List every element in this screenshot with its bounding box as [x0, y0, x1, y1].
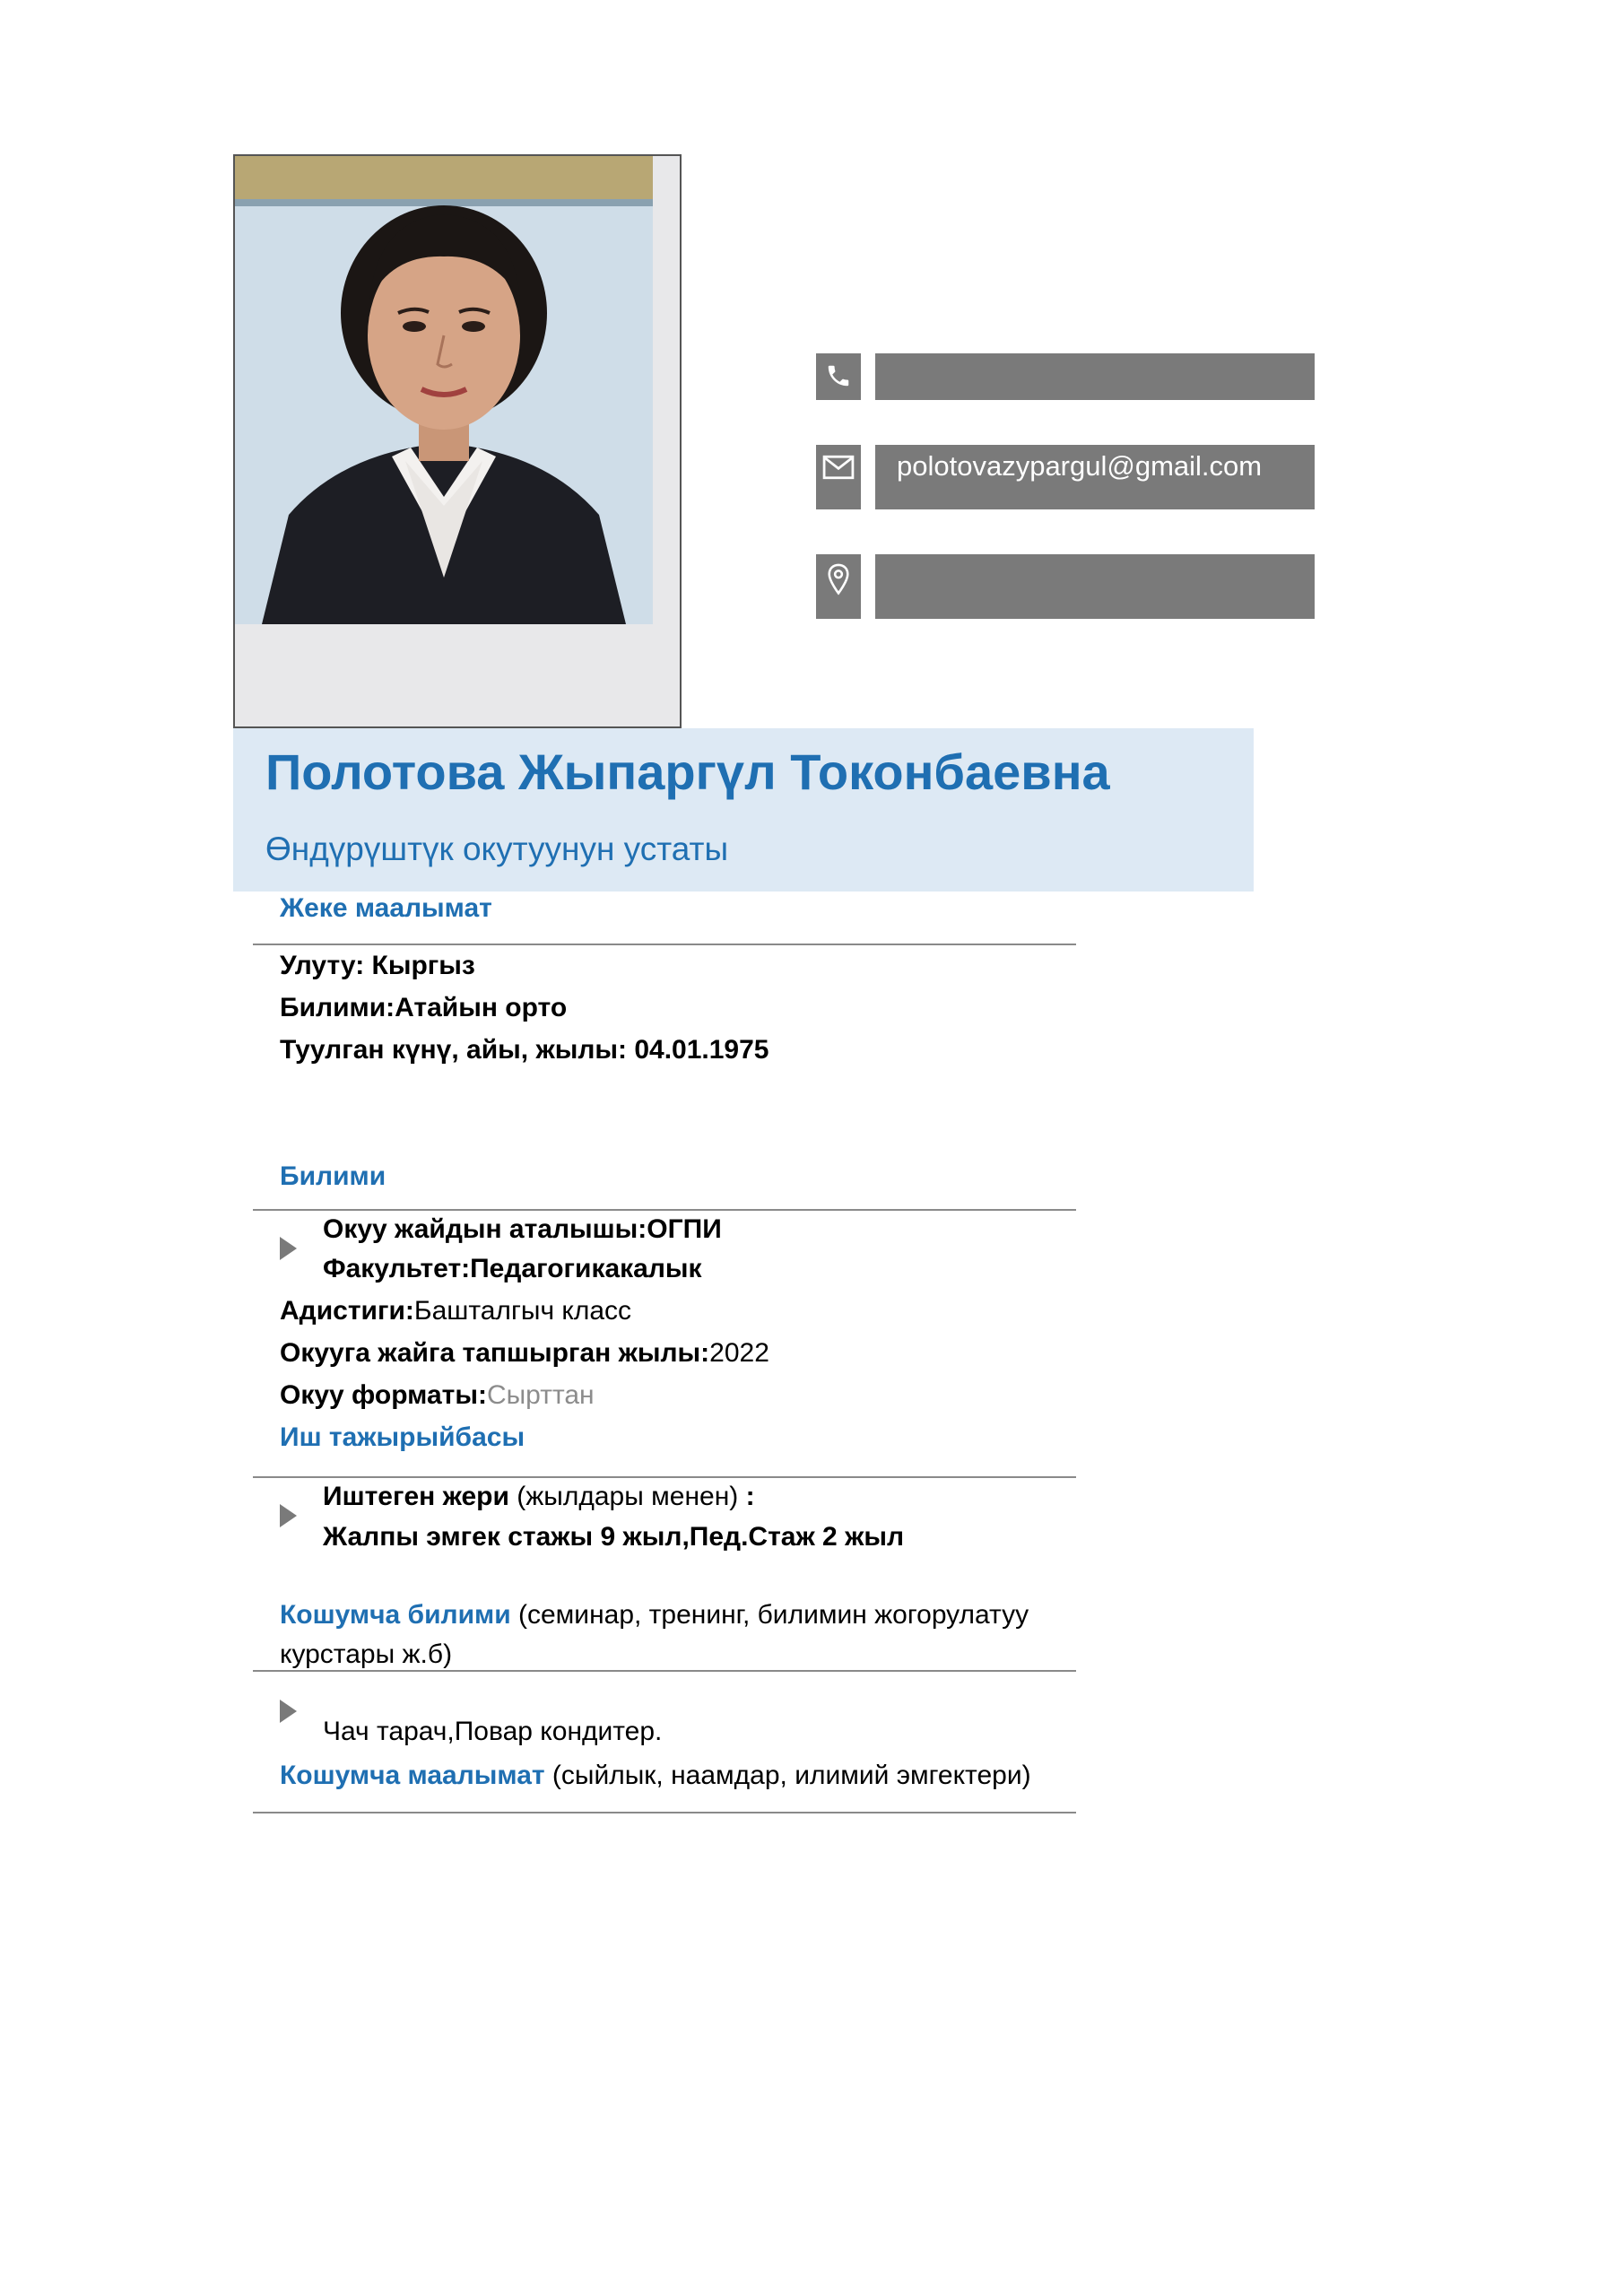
additional-education-note-line2: курстары ж.б): [280, 1639, 453, 1669]
school-line: Окуу жайдын аталышы:ОГПИ: [323, 1214, 722, 1244]
section-divider: [253, 944, 1076, 945]
phone-field: [875, 353, 1315, 400]
full-name: Полотова Жыпаргүл Токонбаевна: [265, 744, 1110, 800]
additional-info-note: (сыйлык, наамдар, илимий эмгектери): [544, 1761, 1031, 1790]
additional-info-heading-line: [280, 1761, 1031, 1791]
specialty-line: [280, 1296, 631, 1326]
faculty-line: Факультет:Педагогикакалык: [323, 1254, 702, 1283]
additional-education-heading-line: [280, 1600, 1029, 1631]
bullet-triangle-icon: [280, 1700, 297, 1723]
nationality-line: Улуту: Кыргыз: [280, 951, 475, 980]
additional-education-item: Чач тарач,Повар кондитер.: [323, 1717, 663, 1746]
specialty-label: Адистиги:: [280, 1296, 414, 1326]
enroll-year-line: [280, 1338, 769, 1369]
section-heading-additional-education: Кошумча билими: [280, 1600, 511, 1630]
study-format-value: Сырттан: [486, 1380, 595, 1410]
bullet-triangle-icon: [280, 1504, 297, 1527]
section-divider: [253, 1670, 1076, 1672]
profile-photo: [235, 156, 653, 624]
education-level-line: Билими:Атайын орто: [280, 993, 568, 1022]
enroll-year-value: 2022: [709, 1338, 769, 1368]
specialty-value: Башталгыч класс: [413, 1296, 632, 1326]
name-banner: [233, 728, 1254, 891]
workplace-label: Иштеген жери: [323, 1482, 509, 1511]
mail-icon: [816, 445, 861, 509]
bullet-triangle-icon: [280, 1237, 297, 1260]
additional-education-note: (семинар, тренинг, билимин жогорулатуу: [510, 1600, 1029, 1630]
workplace-note: (жылдары менен): [508, 1482, 746, 1511]
study-format-line: [280, 1380, 595, 1411]
map-pin-icon: [816, 554, 861, 619]
enroll-year-label: Окууга жайга тапшырган жылы:: [280, 1338, 710, 1368]
email-text[interactable]: polotovazypargul@gmail.com: [897, 450, 1263, 482]
profile-photo-frame: [233, 154, 682, 728]
section-divider: [253, 1812, 1076, 1813]
address-field: [875, 554, 1315, 619]
study-format-label: Окуу форматы:: [280, 1380, 487, 1410]
section-heading-experience: Иш тажырыйбасы: [280, 1422, 525, 1452]
section-heading-personal: Жеке маалымат: [280, 893, 492, 923]
section-divider: [253, 1476, 1076, 1478]
section-heading-additional-info: Кошумча маалымат: [280, 1761, 545, 1790]
job-title: Өндүрүштүк окутуунун устаты: [265, 831, 729, 867]
total-experience-line: Жалпы эмгек стажы 9 жыл,Пед.Стаж 2 жыл: [323, 1522, 905, 1552]
email-field[interactable]: [875, 445, 1315, 509]
workplace-colon: :: [745, 1482, 755, 1511]
workplace-line: [323, 1482, 755, 1512]
birthdate-line: Туулган күнү, айы, жылы: 04.01.1975: [280, 1035, 769, 1065]
section-heading-education: Билими: [280, 1161, 386, 1191]
section-divider: [253, 1209, 1076, 1211]
phone-icon: [816, 353, 861, 400]
